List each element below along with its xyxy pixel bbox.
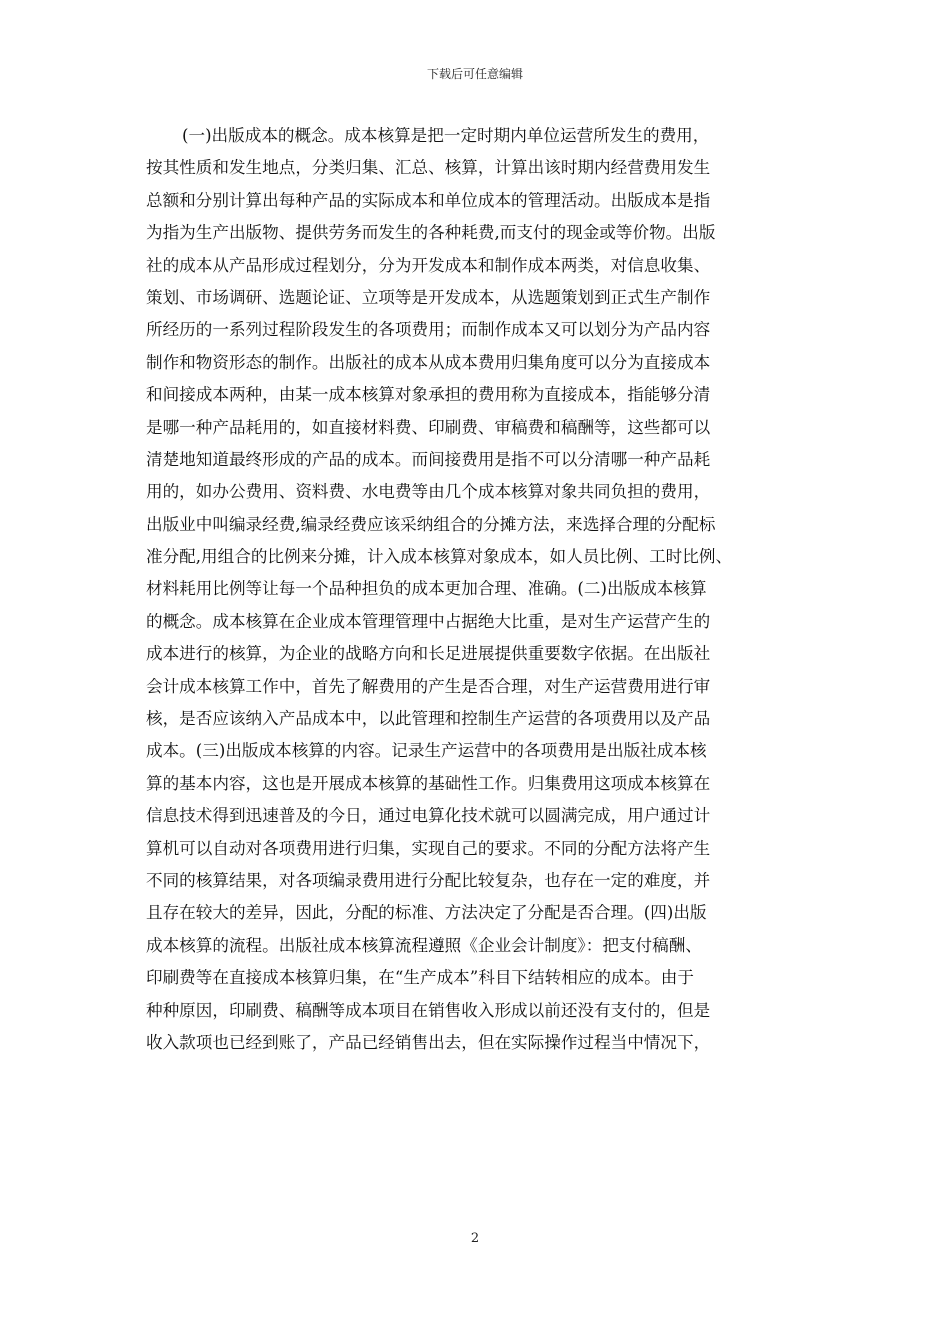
- text-line: 和间接成本两种，由某一成本核算对象承担的费用称为直接成本，指能够分清: [146, 385, 711, 405]
- text-line: 成本进行的核算，为企业的战略方向和长足进展提供重要数字依据。在出版社: [146, 644, 711, 664]
- page-header: 下载后可任意编辑: [426, 67, 523, 81]
- text-line: (一)出版成本的概念。成本核算是把一定时期内单位运营所发生的费用，: [182, 126, 710, 145]
- body-text: [146, 120, 826, 1059]
- text-line: 不同的核算结果，对各项编录费用进行分配比较复杂，也存在一定的难度，并: [146, 870, 711, 890]
- text-line: 材料耗用比例等让每一个品种担负的成本更加合理、准确。(二)出版成本核算: [146, 579, 707, 599]
- text-line: 为指为生产出版物、提供劳务而发生的各种耗费,而支付的现金或等价物。出版: [146, 223, 716, 243]
- text-line: 会计成本核算工作中，首先了解费用的产生是否合理，对生产运营费用进行审: [146, 676, 711, 696]
- text-line: 收入款项也已经到账了，产品已经销售出去，但在实际操作过程当中情况下，: [146, 1032, 711, 1052]
- text-line: 算机可以自动对各项费用进行归集，实现自己的要求。不同的分配方法将产生: [146, 838, 711, 858]
- text-line: 种种原因，印刷费、稿酬等成本项目在销售收入形成以前还没有支付的，但是: [146, 1000, 711, 1020]
- text-line: 的概念。成本核算在企业成本管理管理中占据绝大比重，是对生产运营产生的: [146, 611, 711, 631]
- text-line: 算的基本内容，这也是开展成本核算的基础性工作。归集费用这项成本核算在: [146, 773, 711, 793]
- text-line: 总额和分别计算出每种产品的实际成本和单位成本的管理活动。出版成本是指: [146, 190, 711, 210]
- text-line: 用的，如办公费用、资料费、水电费等由几个成本核算对象共同负担的费用，: [146, 482, 711, 502]
- text-line: 成本核算的流程。出版社成本核算流程遵照《企业会计制度》：把支付稿酬、: [146, 935, 702, 955]
- text-line: 出版业中叫编录经费,编录经费应该采纳组合的分摊方法，来选择合理的分配标: [146, 514, 716, 534]
- page-number: 2: [470, 1231, 480, 1246]
- text-line: 且存在较大的差异，因此，分配的标准、方法决定了分配是否合理。(四)出版: [146, 903, 707, 923]
- text-line: 准分配,用组合的比例来分摊，计入成本核算对象成本，如人员比例、工时比例、: [146, 547, 733, 567]
- text-line: 策划、市场调研、选题论证、立项等是开发成本，从选题策划到正式生产制作: [146, 287, 711, 307]
- text-line: 印刷费等在直接成本核算归集，在“生产成本”科目下结转相应的成本。由于: [146, 968, 694, 988]
- text-line: 制作和物资形态的制作。出版社的成本从成本费用归集角度可以分为直接成本: [146, 352, 711, 372]
- text-line: 信息技术得到迅速普及的今日，通过电算化技术就可以圆满完成，用户通过计: [146, 806, 711, 826]
- text-line: 清楚地知道最终形成的产品的成本。而间接费用是指不可以分清哪一种产品耗: [146, 449, 711, 469]
- text-line: 是哪一种产品耗用的，如直接材料费、印刷费、审稿费和稿酬等，这些都可以: [146, 417, 711, 437]
- text-line: 核，是否应该纳入产品成本中，以此管理和控制生产运营的各项费用以及产品: [146, 709, 711, 729]
- text-line: 社的成本从产品形成过程划分，分为开发成本和制作成本两类，对信息收集、: [146, 255, 711, 275]
- text-line: 按其性质和发生地点，分类归集、汇总、核算，计算出该时期内经营费用发生: [146, 158, 711, 178]
- text-line: 所经历的一系列过程阶段发生的各项费用；而制作成本又可以划分为产品内容: [146, 320, 711, 340]
- text-line: 成本。(三)出版成本核算的内容。记录生产运营中的各项费用是出版社成本核: [146, 741, 707, 761]
